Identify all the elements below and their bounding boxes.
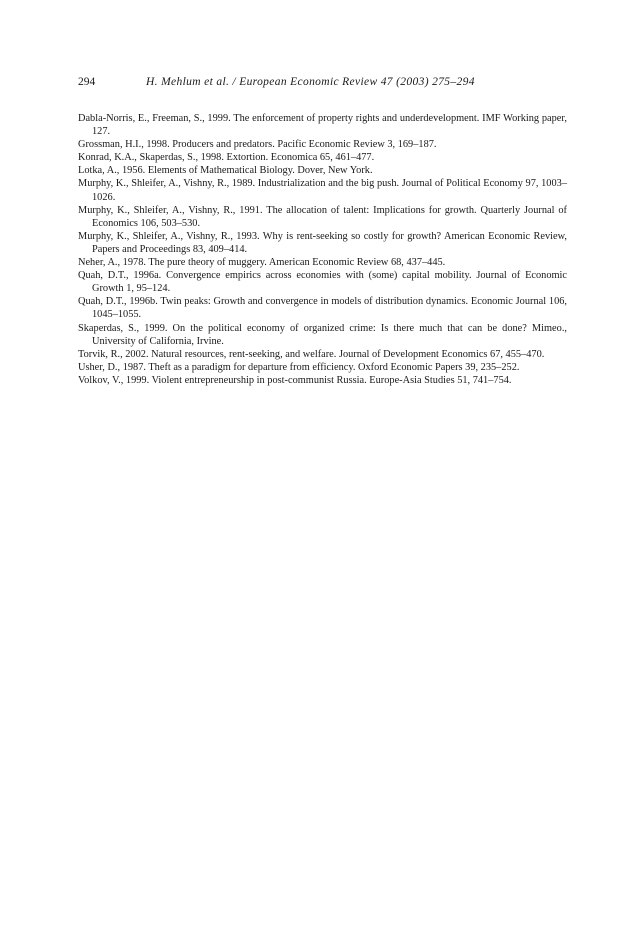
reference-list <box>78 112 567 387</box>
reference-item: Volkov, V., 1999. Violent entrepreneurship in post-communist Russia. Europe-Asia Studies 51, 741–754. <box>78 374 512 386</box>
reference-item: Murphy, K., Shleifer, A., Vishny, R., 1993. Why is rent-seeking so costly for growth? American Economic Review, Papers and Proceedings 83, 409–414. <box>78 230 567 255</box>
reference-item: Torvik, R., 2002. Natural resources, rent-seeking, and welfare. Journal of Development Economics 67, 455–470. <box>78 348 545 360</box>
reference-item: Konrad, K.A., Skaperdas, S., 1998. Extortion. Economica 65, 461–477. <box>78 152 375 164</box>
reference-item: Quah, D.T., 1996a. Convergence empirics across economies with (some) capital mobility. Journal of Economic Growth 1, 95–124. <box>78 270 567 295</box>
page-number: 294 <box>78 76 96 88</box>
reference-item: Lotka, A., 1956. Elements of Mathematical Biology. Dover, New York. <box>78 165 373 177</box>
journal-citation: H. Mehlum et al. / European Economic Review 47 (2003) 275–294 <box>146 76 475 88</box>
reference-item: Murphy, K., Shleifer, A., Vishny, R., 1989. Industrialization and the big push. Journal of Political Economy 97, 1003–1026. <box>78 178 567 203</box>
reference-item: Murphy, K., Shleifer, A., Vishny, R., 1991. The allocation of talent: Implications for growth. Quarterly Journal of Economics 106, 503–530. <box>78 204 567 229</box>
reference-item: Grossman, H.I., 1998. Producers and predators. Pacific Economic Review 3, 169–187. <box>78 139 437 151</box>
reference-item: Quah, D.T., 1996b. Twin peaks: Growth and convergence in models of distribution dynamics. Economic Journal 106, 1045–1055. <box>78 296 567 321</box>
reference-item: Skaperdas, S., 1999. On the political economy of organized crime: Is there much that can be done? Mimeo., University of California, Irvine. <box>78 322 567 347</box>
reference-item: Usher, D., 1987. Theft as a paradigm for departure from efficiency. Oxford Economic Papers 39, 235–252. <box>78 361 520 373</box>
running-head <box>78 76 567 90</box>
reference-item: Neher, A., 1978. The pure theory of muggery. American Economic Review 68, 437–445. <box>78 257 446 269</box>
reference-item: Dabla-Norris, E., Freeman, S., 1999. The enforcement of property rights and underdevelopment. IMF Working paper, 127. <box>78 113 567 138</box>
